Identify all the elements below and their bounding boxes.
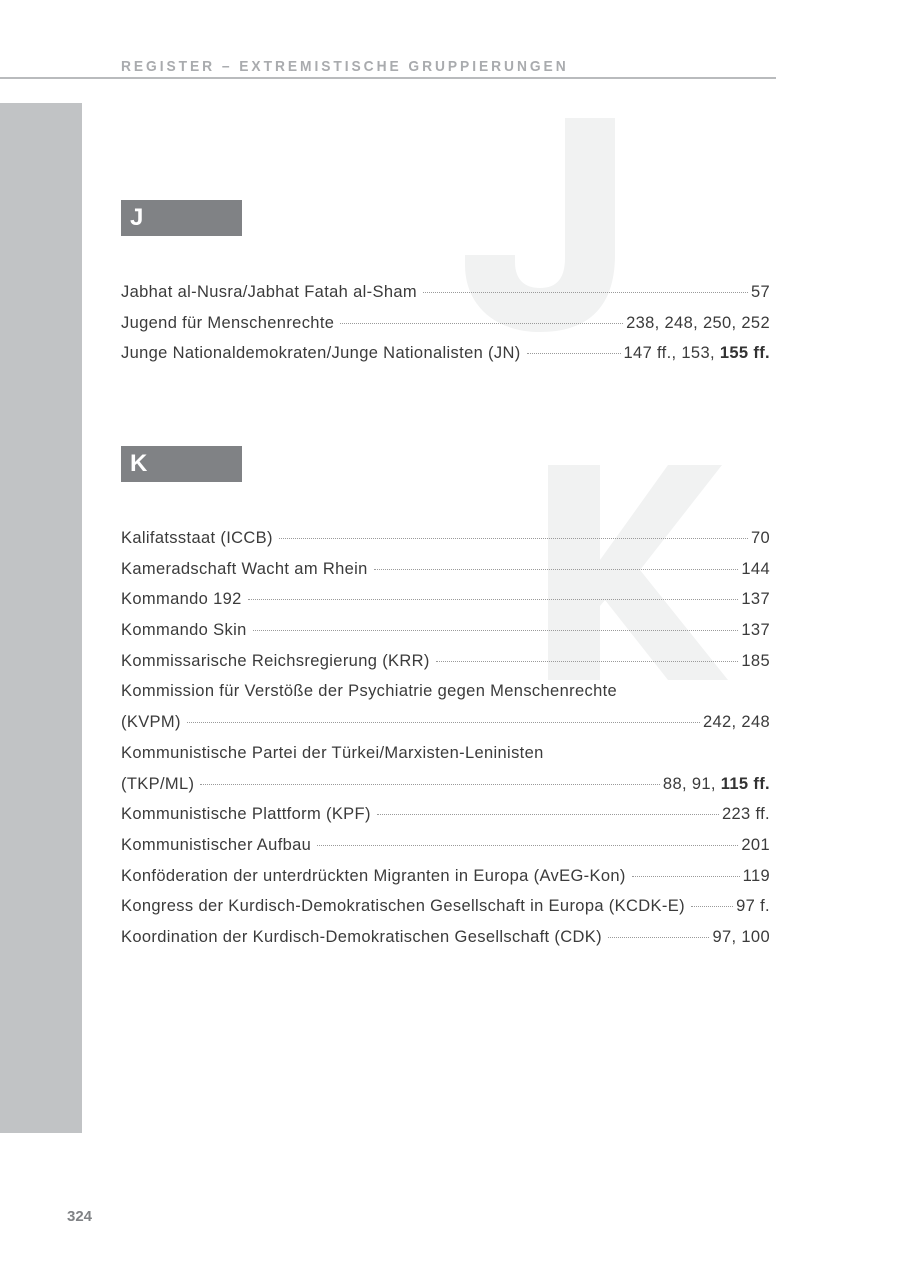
entry-pages: [741, 554, 770, 585]
dot-leader: [608, 937, 709, 938]
index-entry: [121, 799, 770, 830]
entry-pages: [712, 922, 770, 953]
section-heading-j: J: [121, 200, 242, 236]
entry-pages: [736, 891, 770, 922]
page-refs: 185: [741, 651, 770, 670]
dot-leader: [423, 292, 748, 293]
page-refs: 137: [741, 621, 770, 640]
entry-label: Kommunistische Plattform (KPF): [121, 805, 371, 824]
entry-label: Kameradschaft Wacht am Rhein: [121, 559, 368, 578]
dot-leader: [317, 845, 738, 846]
index-entry: [121, 830, 770, 861]
entry-pages: [743, 861, 770, 892]
index-entry: [121, 891, 770, 922]
index-entry: [121, 646, 770, 677]
entry-label: Junge Nationaldemokraten/Junge Nationalisten (JN): [121, 344, 521, 363]
dot-leader: [279, 538, 748, 539]
page-refs: 238, 248, 250, 252: [626, 313, 770, 332]
page-refs: 147 ff., 153,: [623, 344, 720, 363]
dot-leader: [527, 353, 621, 354]
entry-pages: [722, 799, 770, 830]
dot-leader: [253, 630, 739, 631]
entry-pages: [703, 707, 770, 738]
page-refs: 119: [742, 866, 770, 885]
page-refs-main: 115 ff.: [720, 774, 770, 793]
entry-pages: [751, 523, 770, 554]
entry-pages: [751, 277, 770, 308]
page-refs: 201: [741, 835, 770, 854]
dot-leader: [248, 599, 739, 600]
page-refs: 97, 100: [712, 927, 770, 946]
entry-label: (KVPM): [121, 713, 181, 732]
index-entry-line: [121, 738, 770, 769]
entry-label: Kommunistischer Aufbau: [121, 835, 312, 854]
index-entry-line: [121, 676, 770, 707]
entry-label: Konföderation der unterdrückten Migranten in Europa (AvEG-Kon): [121, 866, 626, 885]
entry-label-line1: Kommunistische Partei der Türkei/Marxisten-Leninisten: [121, 743, 544, 762]
index-entry: [121, 861, 770, 892]
entry-label-line1: Kommission für Verstöße der Psychiatrie gegen Menschenrechte: [121, 682, 618, 701]
page-refs: 223 ff.: [721, 805, 770, 824]
page-refs: 88, 91,: [662, 774, 721, 793]
index-entry: [121, 615, 770, 646]
entry-pages: [741, 584, 770, 615]
index-entry: [121, 584, 770, 615]
entry-label: Kommando 192: [121, 590, 242, 609]
dot-leader: [340, 323, 623, 324]
page-refs: 70: [750, 529, 770, 547]
page-refs: 144: [741, 559, 770, 578]
index-entry: [121, 707, 770, 738]
entry-label: Kommando Skin: [121, 621, 247, 640]
entries-k: [121, 523, 770, 953]
dot-leader: [691, 906, 733, 907]
page-refs: 242, 248: [702, 713, 770, 732]
page-refs: 57: [750, 283, 770, 301]
index-entry: [121, 308, 770, 339]
entries-j: [121, 277, 770, 369]
dot-leader: [632, 876, 740, 877]
index-entry: [121, 554, 770, 585]
entry-label: (TKP/ML): [121, 774, 195, 793]
entry-label: Koordination der Kurdisch-Demokratischen Gesellschaft (CDK): [121, 927, 603, 946]
dot-leader: [374, 569, 739, 570]
dot-leader: [187, 722, 700, 723]
entry-pages: [626, 308, 770, 339]
page-refs-main: 155 ff.: [719, 344, 770, 363]
entry-pages: [663, 769, 770, 800]
page-refs: 97 f.: [736, 897, 770, 916]
entry-pages: [741, 830, 770, 861]
entry-pages: [624, 338, 770, 369]
index-entry: [121, 338, 770, 369]
index-entry: [121, 769, 770, 800]
index-entry: [121, 922, 770, 953]
index-entry: [121, 523, 770, 554]
section-heading-k: K: [121, 446, 242, 482]
page-refs: 137: [741, 590, 770, 609]
running-head: REGISTER – EXTREMISTISCHE GRUPPIERUNGEN: [121, 58, 569, 75]
page-number: 324: [67, 1208, 93, 1225]
index-entry: [121, 277, 770, 308]
entry-label: Jugend für Menschenrechte: [121, 313, 335, 332]
entry-label: Kongress der Kurdisch-Demokratischen Gesellschaft in Europa (KCDK-E): [121, 897, 685, 916]
dot-leader: [377, 814, 719, 815]
entry-label: Kommissarische Reichsregierung (KRR): [121, 651, 430, 670]
entry-pages: [741, 615, 770, 646]
dot-leader: [200, 784, 660, 785]
entry-label: Jabhat al-Nusra/Jabhat Fatah al-Sham: [121, 283, 418, 301]
entry-label: Kalifatsstaat (ICCB): [121, 529, 273, 547]
dot-leader: [436, 661, 739, 662]
entry-pages: [741, 646, 770, 677]
